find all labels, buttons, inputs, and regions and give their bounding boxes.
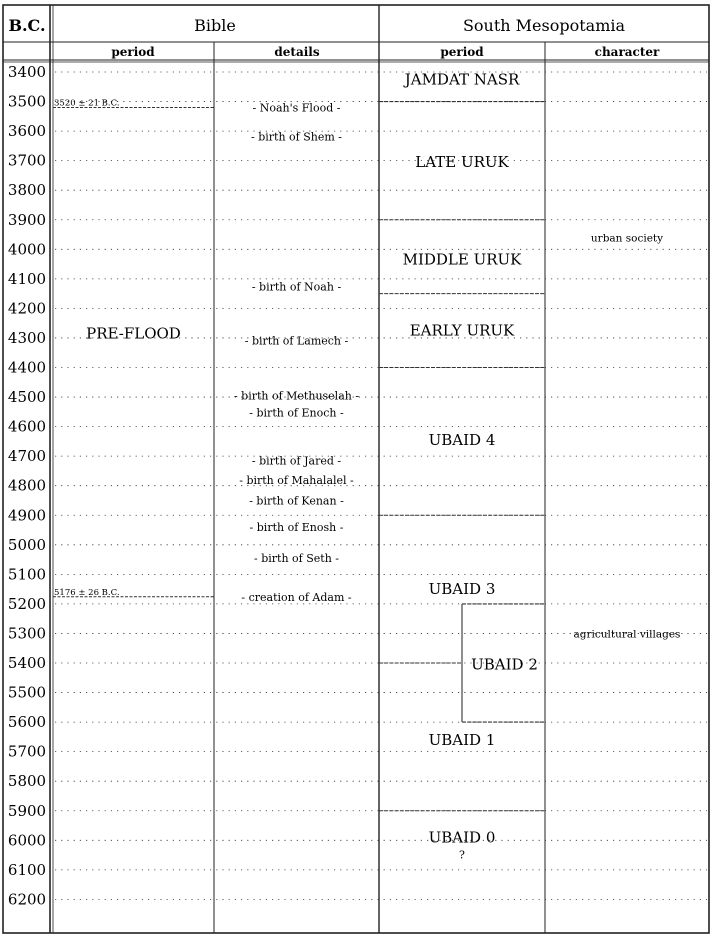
meso-period-label: UBAID 2 [471, 655, 538, 674]
year-label: 4200 [7, 299, 47, 318]
meso-period-label: EARLY URUK [409, 321, 515, 340]
year-gridlines [55, 72, 707, 899]
table-frame [3, 5, 709, 933]
year-label: 4000 [7, 240, 47, 259]
year-label: 5100 [7, 565, 47, 584]
year-label: 5700 [7, 742, 47, 761]
meso-period-label: UBAID 1 [428, 730, 496, 749]
meso-period-label: UBAID 3 [428, 580, 496, 599]
header-bible: Bible [194, 16, 236, 35]
bible-detail: - birth of Mahalalel - [239, 473, 354, 487]
year-label: 5300 [7, 624, 47, 643]
year-label: 4700 [7, 447, 47, 466]
year-label: 5200 [7, 594, 47, 613]
bible-detail: - Noah's Flood - [252, 101, 341, 115]
year-label: 4500 [7, 388, 47, 407]
year-label: 5500 [7, 683, 47, 702]
year-label: 5900 [7, 801, 47, 820]
year-label: 5400 [7, 654, 47, 672]
bible-detail: - birth of Enosh - [249, 521, 344, 535]
meso-character-label: urban society [590, 232, 664, 245]
year-label: 3900 [7, 210, 47, 229]
year-label: 4300 [7, 328, 47, 347]
year-label: 4600 [7, 417, 47, 436]
year-label: 4800 [7, 476, 47, 495]
year-label: 4400 [7, 358, 47, 377]
header-bible-details: details [274, 45, 320, 59]
bible-detail: - birth of Methuselah - [233, 389, 360, 403]
bible-detail: - birth of Jared - [251, 454, 342, 468]
meso-period-label: UBAID 4 [428, 430, 496, 449]
meso-period-label: MIDDLE URUK [402, 250, 522, 269]
bible-detail: - birth of Seth - [254, 552, 339, 566]
bible-detail: - birth of Kenan - [249, 494, 344, 508]
year-label: 5800 [7, 772, 47, 791]
year-label: 3500 [7, 92, 47, 111]
meso-period-label: ? [459, 848, 465, 862]
meso-period-label: JAMDAT NASR [404, 70, 520, 89]
header-bible-period: period [111, 45, 155, 59]
year-label: 3800 [7, 181, 47, 200]
header-meso-period: period [440, 45, 484, 59]
header-south-mesopotamia: South Mesopotamia [462, 16, 626, 35]
bible-date-label: 5176 ± 26 B.C. [54, 587, 120, 598]
year-labels [8, 63, 46, 908]
bible-detail: - creation of Adam - [241, 590, 352, 604]
header-bc: B.C. [8, 16, 46, 35]
year-label: 3600 [7, 122, 47, 141]
meso-period-label: LATE URUK [415, 153, 509, 172]
bible-period-label: PRE-FLOOD [86, 324, 181, 343]
year-label: 5600 [7, 713, 47, 732]
header-meso-character: character [594, 45, 660, 59]
bible-detail: - birth of Enoch - [249, 406, 344, 420]
timeline-labels [54, 70, 680, 861]
meso-character-label: agricultural villages [573, 628, 681, 641]
bible-detail: - birth of Noah - [251, 280, 342, 294]
year-label: 6200 [7, 890, 47, 909]
bible-detail: - birth of Lamech - [244, 334, 349, 348]
year-label: 4100 [7, 269, 47, 288]
year-label: 5000 [7, 535, 47, 554]
year-label: 4900 [7, 506, 47, 525]
year-label: 6000 [7, 831, 47, 850]
meso-period-label: UBAID 0 [428, 828, 496, 847]
year-label: 3400 [7, 63, 47, 81]
year-label: 6100 [7, 860, 47, 879]
bible-detail: - birth of Shem - [251, 130, 342, 144]
year-label: 3700 [7, 151, 47, 170]
bible-date-label: 3520 ± 21 B.C. [54, 98, 120, 109]
